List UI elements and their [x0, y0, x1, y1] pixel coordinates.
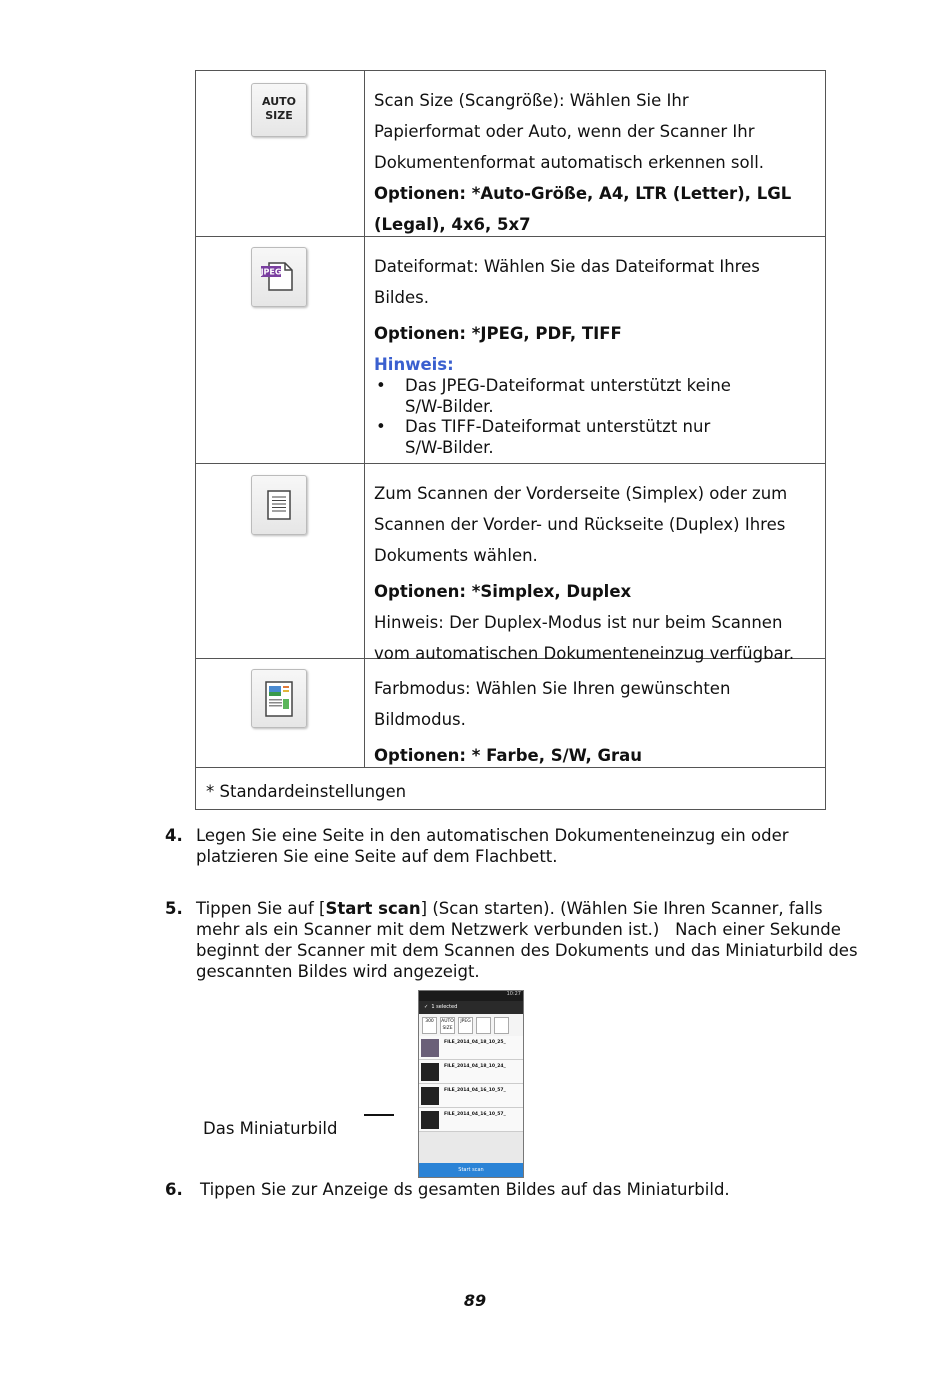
description-line: Bildes. — [374, 288, 429, 307]
start-scan-reference: Start scan — [325, 899, 421, 918]
start-scan-button: Start scan — [419, 1163, 523, 1177]
description-line: Scan Size (Scangröße): Wählen Sie Ihr — [374, 91, 689, 110]
step-line: Legen Sie eine Seite in den automatischen Dokumenteneinzug ein oder — [196, 826, 789, 845]
file-name: FILE_2014_04_18_10_24_ — [444, 1064, 506, 1069]
step-number: 6. — [165, 1180, 183, 1199]
icon-label: AUTO — [262, 95, 296, 108]
description-line: Farbmodus: Wählen Sie Ihren gewünschten — [374, 679, 731, 698]
toolbar — [419, 1014, 523, 1036]
color-mode-icon — [251, 669, 307, 728]
thumbnail — [421, 1039, 439, 1057]
check-icon: ✓ — [424, 1004, 429, 1010]
options-line: Optionen: *Auto-Größe, A4, LTR (Letter), LGL — [374, 184, 792, 203]
step-text: ] (Scan starten). (Wählen Sie Ihren Scanner, falls — [420, 899, 823, 918]
color-icon — [494, 1017, 509, 1034]
file-name: FILE_2014_04_16_10_57_ — [444, 1088, 506, 1093]
footnote: * Standardeinstellungen — [206, 782, 407, 801]
description-line: Dokumentenformat automatisch erkennen soll. — [374, 153, 765, 172]
icon-label: SIZE — [265, 109, 293, 122]
phone-screenshot — [418, 990, 524, 1178]
settings-table — [195, 70, 826, 810]
options-line: Optionen: * Farbe, S/W, Grau — [374, 746, 643, 765]
step-line: beginnt der Scanner mit dem Scannen des Dokuments und das Miniaturbild des — [196, 941, 858, 960]
auto-size-icon — [251, 83, 307, 137]
thumbnail — [421, 1087, 439, 1105]
jpeg-file-glyph — [252, 248, 306, 306]
page-number: 89 — [463, 1291, 487, 1310]
file-name: FILE_2014_04_16_10_57_ — [444, 1112, 506, 1117]
step-text: Tippen Sie auf [ — [196, 899, 326, 918]
step-line — [196, 898, 916, 919]
selection-bar — [419, 1001, 523, 1014]
auto-size-button: AUTO SIZE — [440, 1017, 455, 1034]
icon-cell — [196, 464, 365, 658]
step-number: 4. — [165, 826, 183, 845]
description-line: Dateiformat: Wählen Sie das Dateiformat Ihres — [374, 257, 760, 276]
step-line: Tippen Sie zur Anzeige ds gesamten Bildes auf das Miniaturbild. — [200, 1180, 730, 1199]
description-line: Bildmodus. — [374, 710, 466, 729]
list-item: • Das TIFF-Dateiformat unterstützt nur S/W-Bilder. — [374, 417, 815, 458]
file-name: FILE_2014_04_18_10_25_ — [444, 1040, 506, 1045]
description-line: Papierformat oder Auto, wenn der Scanner Ihr — [374, 122, 755, 141]
icon-cell — [196, 659, 365, 767]
resolution-button: 300 — [422, 1017, 437, 1034]
thumbnail — [421, 1111, 439, 1129]
thumbnail-label: Das Miniaturbild — [203, 1119, 338, 1138]
table-row — [196, 237, 825, 464]
step-number: 5. — [165, 899, 183, 918]
step-line: gescannten Bildes wird angezeigt. — [196, 962, 480, 981]
table-row — [196, 464, 825, 663]
icon-cell — [196, 71, 365, 236]
note-line: vom automatischen Dokumenteneinzug verfügbar. — [374, 644, 795, 663]
table-row — [196, 71, 825, 237]
options-line: Optionen: *Simplex, Duplex — [374, 582, 632, 601]
jpeg-button: JPEG — [458, 1017, 473, 1034]
list-item — [419, 1084, 523, 1108]
table-footnote-row — [196, 768, 825, 809]
table-row — [196, 659, 825, 768]
thumbnail-pointer-line — [364, 1114, 394, 1116]
options-line: Optionen: *JPEG, PDF, TIFF — [374, 324, 622, 343]
hint-list — [374, 376, 815, 458]
description-line: Zum Scannen der Vorderseite (Simplex) oder zum — [374, 484, 788, 503]
list-item: • Das JPEG-Dateiformat unterstützt keine S/W-Bilder. — [374, 376, 815, 417]
description-cell — [365, 71, 825, 236]
description-line: Dokuments wählen. — [374, 546, 538, 565]
selected-count: 1 selected — [431, 1004, 458, 1010]
document-page-glyph — [252, 476, 306, 534]
list-item — [419, 1060, 523, 1084]
description-line: Scannen der Vorder- und Rückseite (Duplex) Ihres — [374, 515, 786, 534]
description-cell — [365, 659, 825, 767]
step-line: mehr als ein Scanner mit dem Netzwerk verbunden ist.) Nach einer Sekunde — [196, 920, 841, 939]
status-time: 10:27 — [419, 991, 523, 1001]
step-line: platzieren Sie eine Seite auf dem Flachbett. — [196, 847, 558, 866]
options-line: (Legal), 4x6, 5x7 — [374, 215, 531, 234]
thumbnail — [421, 1063, 439, 1081]
color-mode-glyph — [252, 670, 306, 728]
hint-title: Hinweis: — [374, 355, 454, 374]
icon-cell — [196, 237, 365, 463]
list-item — [419, 1108, 523, 1132]
page-icon — [476, 1017, 491, 1034]
note-line: Hinweis: Der Duplex-Modus ist nur beim Scannen — [374, 613, 783, 632]
list-item — [419, 1036, 523, 1060]
document-page-icon — [251, 475, 307, 535]
svg-text:JPEG: JPEG — [260, 267, 282, 277]
description-cell — [365, 237, 825, 463]
description-cell — [365, 464, 825, 663]
jpeg-file-icon — [251, 247, 307, 307]
